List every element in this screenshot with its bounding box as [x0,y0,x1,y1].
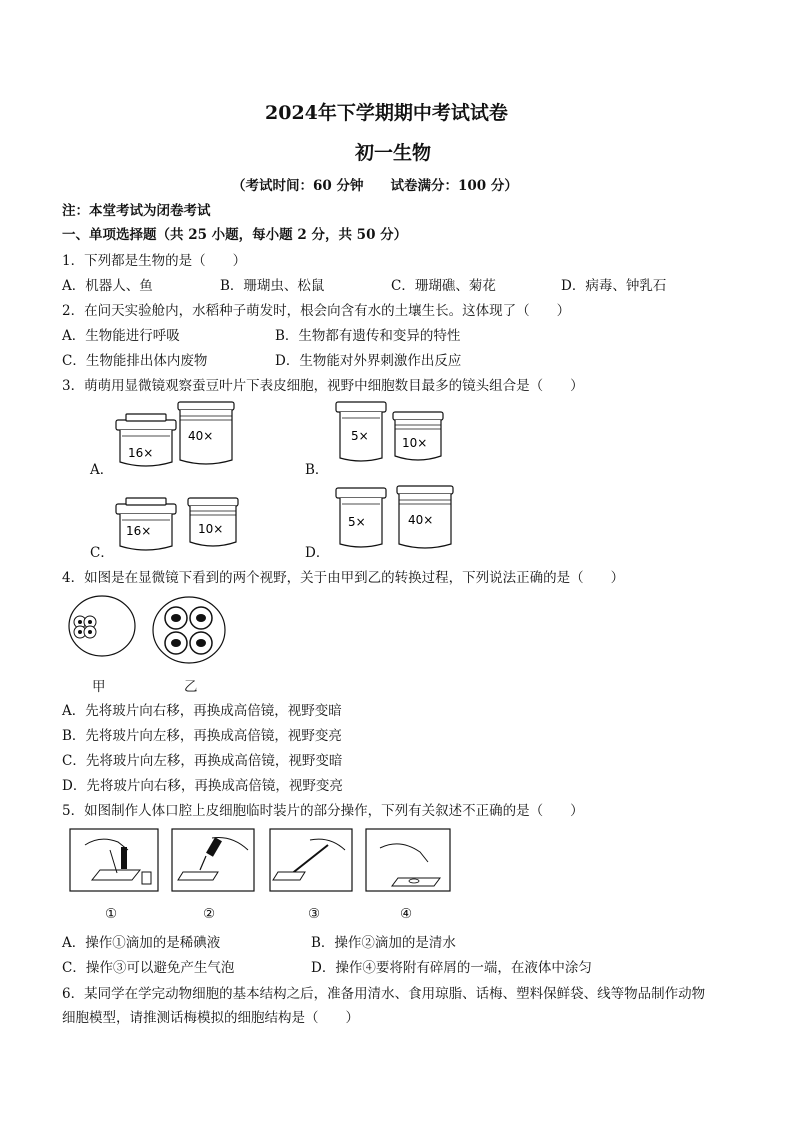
question-2-stem: 2．在问天实验舱内，水稻种子萌发时，根会向含有水的土壤生长。这体现了（ ） [62,303,571,319]
exam-info: （考试时间：60 分钟 试卷满分：100 分） [232,178,518,194]
question-5-option-b: B．操作②滴加的是清水 [311,935,456,951]
question-3-option-b: B． [305,462,329,478]
lens-a-objective-label: 40× [188,429,214,443]
operation-3-number: ③ [308,906,321,922]
lens-d-eyepiece-label: 5× [348,515,366,529]
label-yi: 乙 [184,679,198,695]
lens-d-objective-label: 40× [408,513,434,527]
lens-b-eyepiece-label: 5× [351,429,369,443]
question-3-option-c: C． [90,545,114,561]
operation-4-figure [366,829,450,891]
question-1-option-a: A．机器人、鱼 [62,278,153,294]
question-2-option-b: B．生物都有遗传和变异的特性 [275,328,461,344]
question-1-option-d: D．病毒、钟乳石 [561,278,667,294]
field-of-view-yi [153,597,225,663]
exam-title: 2024年下学期期中考试试卷 [265,102,508,124]
question-2-option-a: A．生物能进行呼吸 [62,328,180,344]
operation-4-number: ④ [400,906,413,922]
question-5-option-c: C．操作③可以避免产生气泡 [62,960,235,976]
label-jia: 甲 [92,679,106,695]
section-heading: 一、单项选择题（共 25 小题，每小题 2 分，共 50 分） [62,227,408,243]
question-2-option-c: C．生物能排出体内废物 [62,353,208,369]
question-2-option-d: D．生物能对外界刺激作出反应 [275,353,462,369]
operation-1-number: ① [105,906,118,922]
question-4-stem: 4．如图是在显微镜下看到的两个视野，关于由甲到乙的转换过程，下列说法正确的是（ ） [62,570,625,586]
question-6-line-2: 细胞模型，请推测话梅模拟的细胞结构是（ ） [62,1010,359,1026]
question-3-stem: 3．萌萌用显微镜观察蚕豆叶片下表皮细胞，视野中细胞数目最多的镜头组合是（ ） [62,378,584,394]
lens-b-objective-label: 10× [402,436,428,450]
operation-1-figure [70,829,158,891]
question-1-option-c: C．珊瑚礁、菊花 [391,278,496,294]
question-1-stem: 1．下列都是生物的是（ ） [62,253,247,269]
operation-3-figure [270,829,352,891]
question-4-option-a: A．先将玻片向右移，再换成高倍镜，视野变暗 [62,703,342,719]
lens-c-objective-label: 10× [198,522,224,536]
question-1-option-b: B．珊瑚虫、松鼠 [220,278,325,294]
question-5-option-d: D．操作④要将附有碎屑的一端，在液体中涂匀 [311,960,592,976]
question-3-option-a: A． [90,462,114,478]
operation-2-figure [172,829,254,891]
question-4-option-b: B．先将玻片向左移，再换成高倍镜，视野变亮 [62,728,342,744]
question-3-option-d: D． [305,545,330,561]
question-5-option-a: A．操作①滴加的是稀碘液 [62,935,221,951]
question-5-stem: 5．如图制作人体口腔上皮细胞临时装片的部分操作，下列有关叙述不正确的是（ ） [62,803,584,819]
question-6-line-1: 6．某同学在学完动物细胞的基本结构之后，准备用清水、食用琼脂、话梅、塑料保鲜袋、线等物品制作动物 [62,986,706,1002]
question-4-option-c: C．先将玻片向左移，再换成高倍镜，视野变暗 [62,753,343,769]
exam-note: 注：本堂考试为闭卷考试 [62,203,211,219]
question-4-option-d: D．先将玻片向右移，再换成高倍镜，视野变亮 [62,778,343,794]
subject-title: 初一生物 [355,142,432,164]
operation-2-number: ② [203,906,216,922]
field-of-view-jia [69,596,135,656]
lens-c-eyepiece-label: 16× [126,524,152,538]
lens-a-eyepiece-label: 16× [128,446,154,460]
